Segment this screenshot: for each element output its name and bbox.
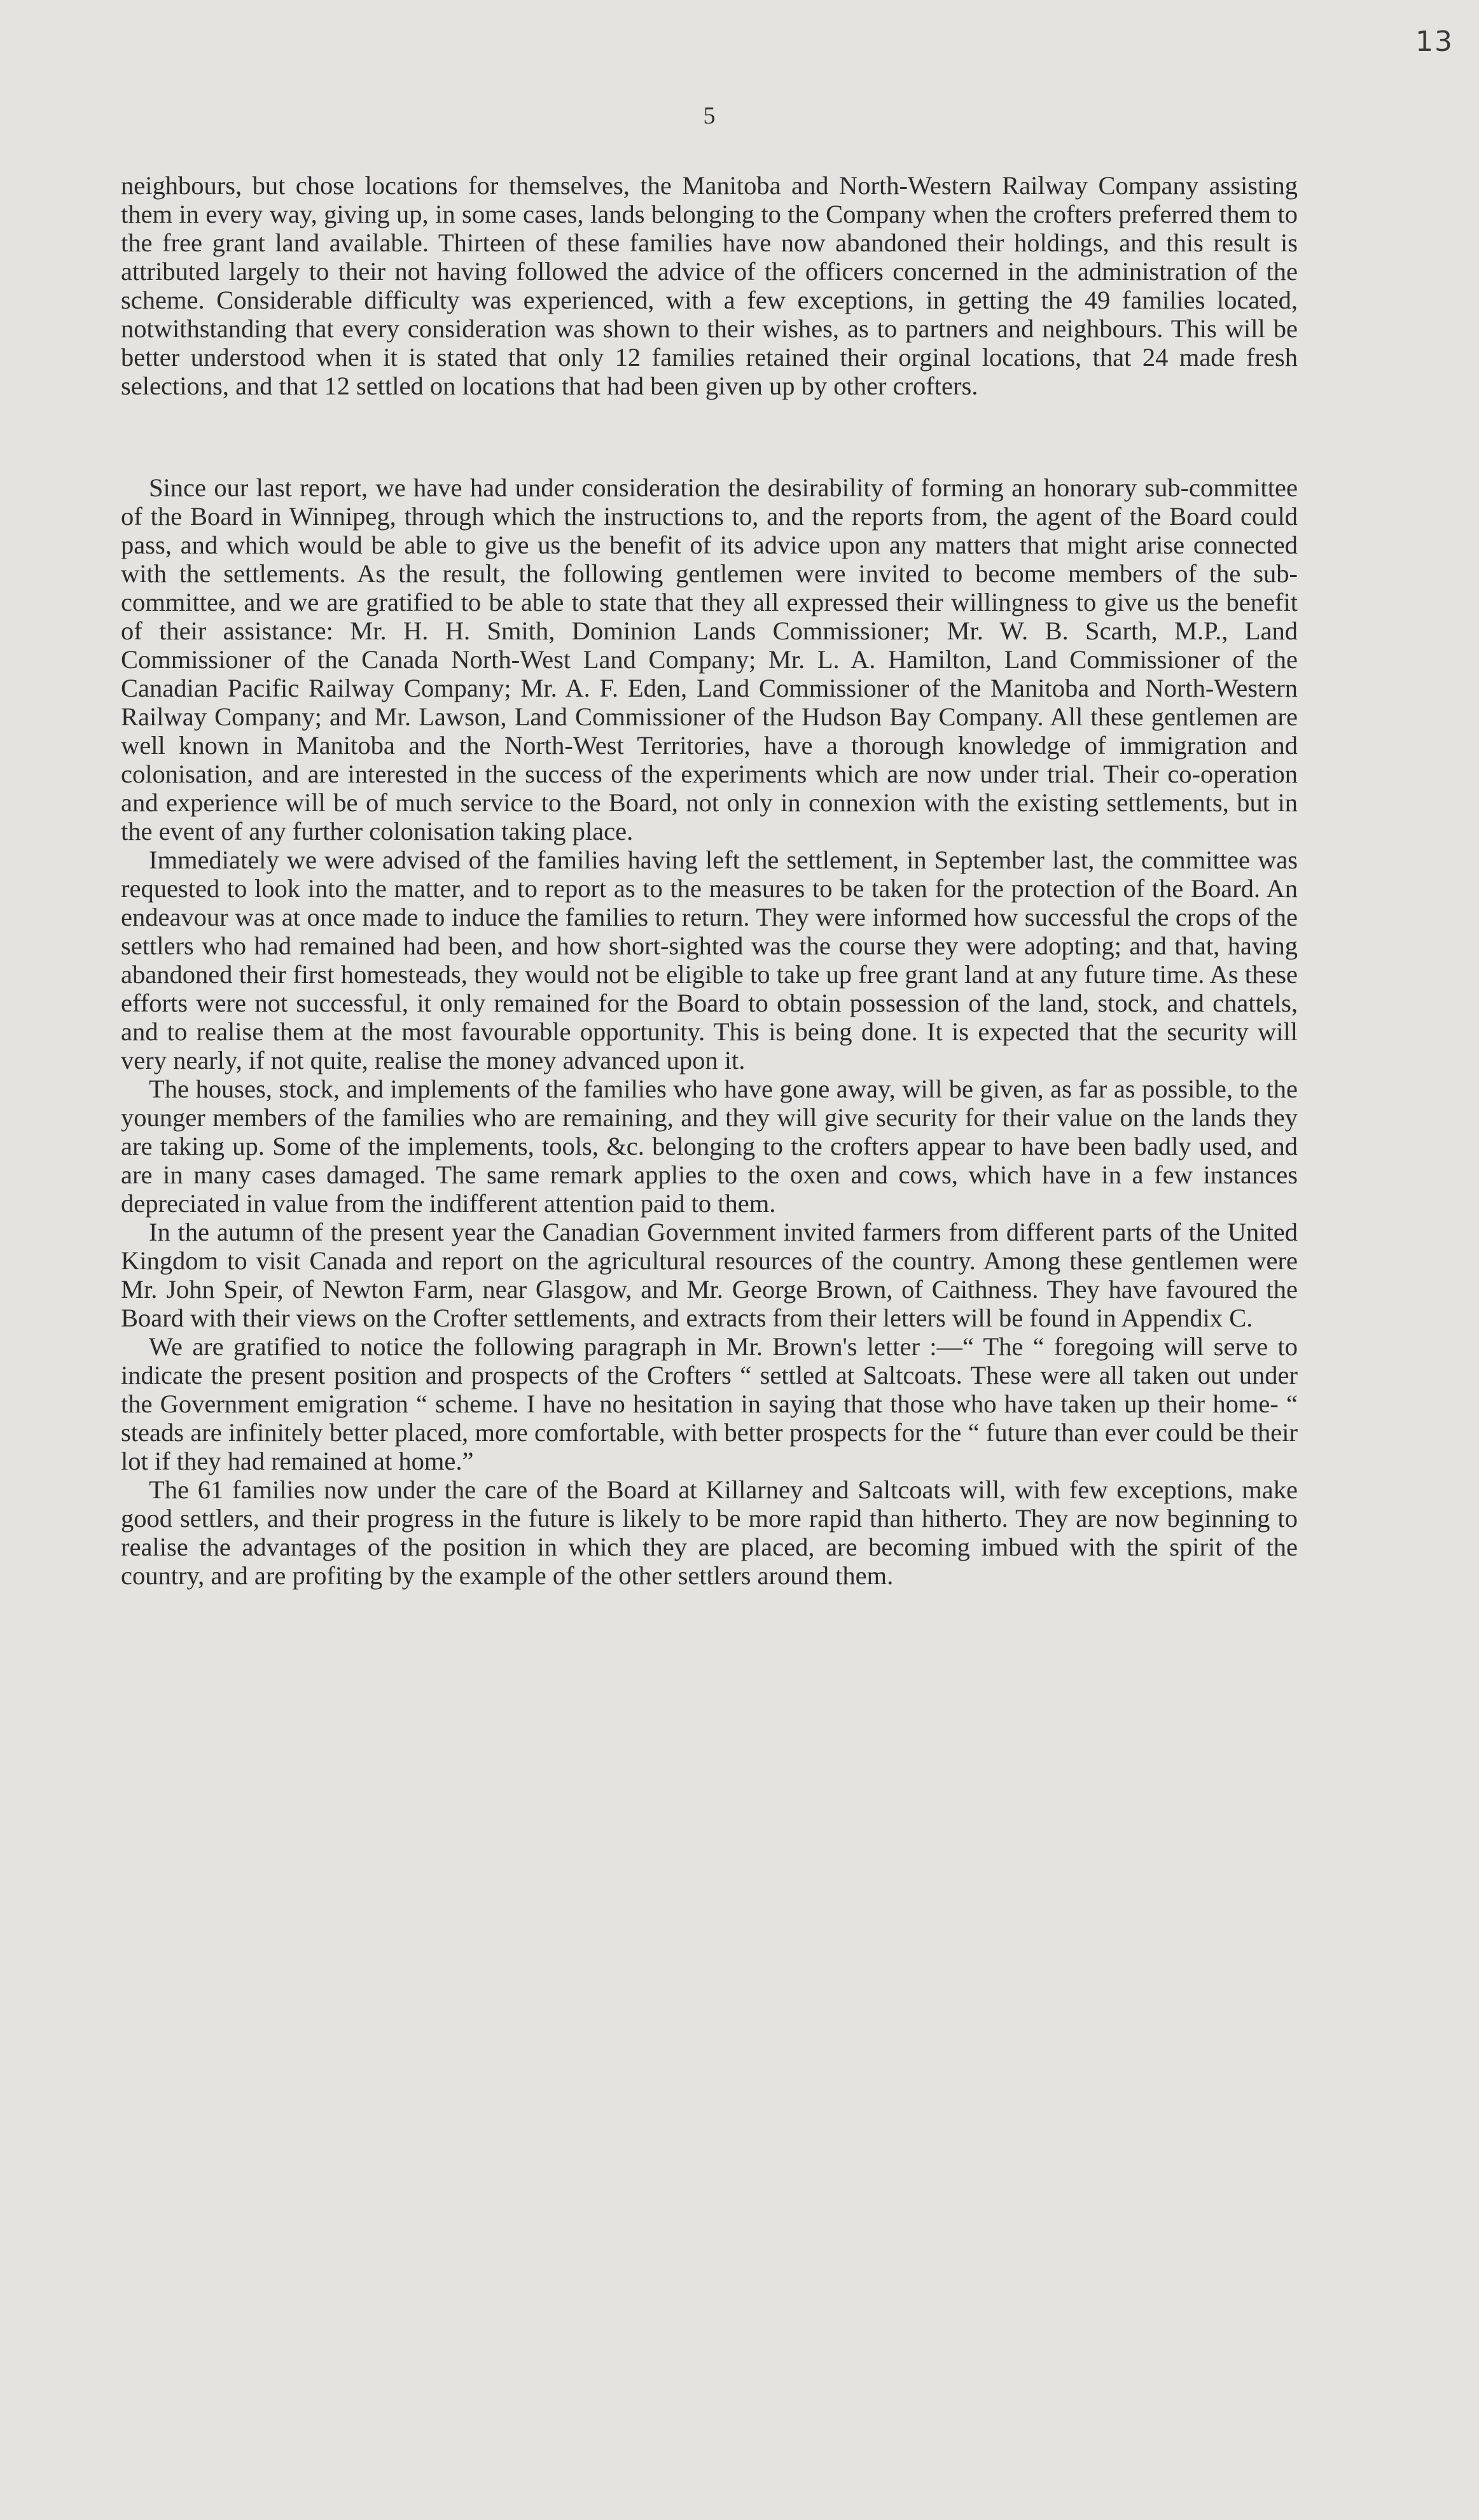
- paragraph-crofter-locations: neighbours, but chose locations for themselves, the Manitoba and North-Western Railway Company assisting them in every way, giving up, in some cases, lands belonging to the Company when the crofters preferred them to the free grant land available. Thirteen of these families have now abandoned their holdings, and this result is attributed largely to their not having followed the advice of the officers concerned in the administration of the scheme. Considerable difficulty was experienced, with a few exceptions, in getting the 49 families located, notwithstanding that every consideration was shown to their wishes, as to partners and neighbours. This will be better understood when it is stated that only 12 families retained their orginal locations, that 24 made fresh selections, and that 12 settled on locations that had been given up by other crofters.: [121, 171, 1298, 400]
- document-body: [121, 102, 1298, 1590]
- paragraph-families-left: Immediately we were advised of the families having left the settlement, in September last, the committee was requested to look into the matter, and to report as to the measures to be taken for the protection of the Board. An endeavour was at once made to induce the families to return. They were informed how successful the crops of the settlers who had remained had been, and how short-sighted was the course they were adopting; and that, having abandoned their first homesteads, they would not be eligible to take up free grant land at any future time. As these efforts were not successful, it only remained for the Board to obtain possession of the land, stock, and chattels, and to realise them at the most favourable opportunity. This is being done. It is expected that the security will very nearly, if not quite, realise the money advanced upon it.: [121, 846, 1298, 1075]
- scan-page-number: 13: [1415, 25, 1454, 58]
- document-page-number: 5: [703, 102, 716, 129]
- paragraph-sub-committee: Since our last report, we have had under consideration the desirability of forming an honorary sub-committee of the Board in Winnipeg, through which the instructions to, and the reports from, the agent of the Board could pass, and which would be able to give us the benefit of its advice upon any matters that might arise connected with the settlements. As the result, the following gentlemen were invited to become members of the sub-committee, and we are gratified to be able to state that they all expressed their willingness to give us the benefit of their assistance: Mr. H. H. Smith, Dominion Lands Commissioner; Mr. W. B. Scarth, M.P., Land Commissioner of the Canada North-West Land Company; Mr. L. A. Hamilton, Land Commissioner of the Canadian Pacific Railway Company; Mr. A. F. Eden, Land Commissioner of the Manitoba and North-Western Railway Company; and Mr. Lawson, Land Commissioner of the Hudson Bay Company. All these gentlemen are well known in Manitoba and the North-West Territories, have a thorough knowledge of immigration and colonisation, and are interested in the success of the experiments which are now under trial. Their co-operation and experience will be of much service to the Board, not only in connexion with the existing settlements, but in the event of any further colonisation taking place.: [121, 473, 1298, 846]
- paragraph-brown-letter: We are gratified to notice the following paragraph in Mr. Brown's letter :—“ The “ foregoing will serve to indicate the present position and prospects of the Crofters “ settled at Saltcoats. These were all taken out under the Government emigration “ scheme. I have no hesitation in saying that those who have taken up their home- “ steads are infinitely better placed, more comfortable, with better prospects for the “ future than ever could be their lot if they had remained at home.”: [121, 1332, 1298, 1475]
- paragraph-houses-stock: The houses, stock, and implements of the families who have gone away, will be given, as far as possible, to the younger members of the families who are remaining, and they will give security for their value on the lands they are taking up. Some of the implements, tools, &c. belonging to the crofters appear to have been badly used, and are in many cases damaged. The same remark applies to the oxen and cows, which have in a few instances depreciated in value from the indifferent attention paid to them.: [121, 1075, 1298, 1218]
- paragraph-farmer-visit: In the autumn of the present year the Canadian Government invited farmers from different parts of the United Kingdom to visit Canada and report on the agricultural resources of the country. Among these gentlemen were Mr. John Speir, of Newton Farm, near Glasgow, and Mr. George Brown, of Caithness. They have favoured the Board with their views on the Crofter settlements, and extracts from their letters will be found in Appendix C.: [121, 1218, 1298, 1332]
- paragraph-conclusion: The 61 families now under the care of the Board at Killarney and Saltcoats will, with few exceptions, make good settlers, and their progress in the future is likely to be more rapid than hitherto. They are now beginning to realise the advantages of the position in which they are placed, are becoming imbued with the spirit of the country, and are profiting by the example of the other settlers around them.: [121, 1475, 1298, 1590]
